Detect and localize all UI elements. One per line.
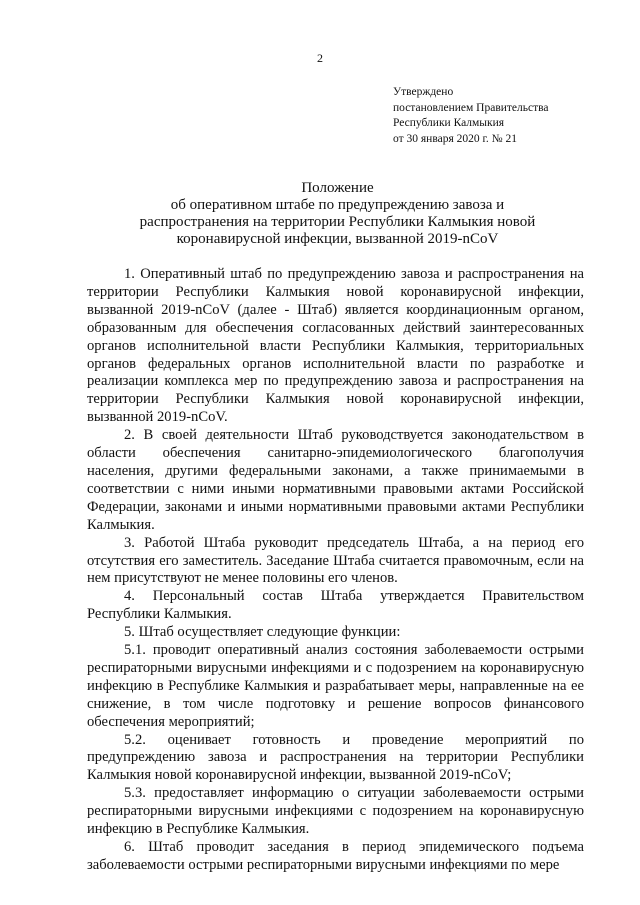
page-number: 2: [317, 51, 323, 65]
title-line: распространения на территории Республики Калмыкия новой: [139, 214, 536, 230]
title-line: коронавирусной инфекции, вызванной 2019-nCoV: [176, 231, 499, 247]
title-line: Положение: [301, 180, 374, 196]
approval-stamp: [393, 85, 549, 147]
paragraph-2: 2. В своей деятельности Штаб руководствуется законодательством в области обеспечения санитарно-эпидемиологического благополучия населения, другими федеральными законами, а также принимаемыми в соответствии с ними иными нормативными правовыми актами Российской Федерации, законами и иными нормативными правовыми актами Республики Калмыкия.: [87, 427, 584, 533]
document-body: [87, 266, 584, 875]
paragraph-3: 3. Работой Штаба руководит председатель Штаба, а на период его отсутствия его заместитель. Заседание Штаба считается правомочным, если на нем присутствуют не менее половины его членов.: [87, 534, 584, 587]
paragraph-5-2: 5.2. оценивает готовность и проведение мероприятий по предупреждению завоза и распространения на территории Республики Калмыкия новой коронавирусной инфекции, вызванной 2019-nCoV;: [87, 731, 584, 784]
paragraph-1: 1. Оперативный штаб по предупреждению завоза и распространения на территории Республики Калмыкия новой коронавирусной инфекции, вызванной 2019-nCoV (далее - Штаб) является координационным органом, образованным для обеспечения согласованных действий заинтересованных органов исполнительной власти Республики Калмыкия, территориальных органов федеральных органов исполнительной власти по разработке и реализации комплекса мер по предупреждению завоза и распространения на территории Республики Калмыкия новой коронавирусной инфекции, вызванной 2019-nCoV.: [87, 266, 584, 426]
approval-line: постановлением Правительства: [393, 101, 549, 114]
title-line: об оперативном штабе по предупреждению завоза и: [170, 197, 505, 213]
approval-line: Утверждено: [393, 86, 454, 98]
paragraph-5-3: 5.3. предоставляет информацию о ситуации заболеваемости острыми респираторными вирусными инфекциями с подозрением на коронавирусную инфекцию в Республике Калмыкия.: [87, 785, 584, 838]
approval-line: Республики Калмыкия: [393, 117, 505, 129]
paragraph-6: 6. Штаб проводит заседания в период эпидемического подъема заболеваемости острыми респираторными вирусными инфекциями по мере: [87, 839, 584, 873]
paragraph-5: 5. Штаб осуществляет следующие функции:: [124, 624, 401, 641]
document-title: [95, 180, 580, 248]
paragraph-4: 4. Персональный состав Штаба утверждается Правительством Республики Калмыкия.: [87, 588, 584, 623]
approval-line: от 30 января 2020 г. № 21: [393, 132, 518, 145]
paragraph-5-1: 5.1. проводит оперативный анализ состояния заболеваемости острыми респираторными вирусными инфекциями и с подозрением на коронавирусную инфекцию в Республике Калмыкия и разрабатывает меры, направленные на ее снижение, в том числе подготовку и решение вопросов финансового обеспечения мероприятий;: [87, 642, 584, 730]
